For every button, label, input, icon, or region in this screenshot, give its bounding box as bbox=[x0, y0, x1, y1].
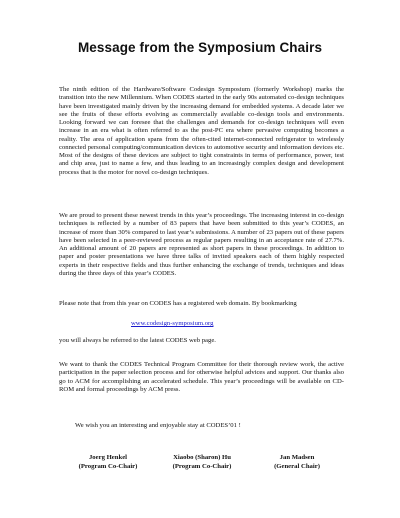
page-title: Message from the Symposium Chairs bbox=[77, 40, 323, 55]
paragraph-proceedings: We are proud to present these newest trends in this year’s proceedings. The increasing interest in co-design techniques is reflected by a number of 83 papers that have been submitted to this year’s CODES, an increase of more than 30% compared to last year’s submissions. A number of 23 papers out of these papers have been selected in a peer-reviewed process as regular papers resulting in an acceptance rate of 27.7%. An additional amount of 20 papers are represented as short papers in these proceedings. In addition to paper and poster presentations we have three talks of invited speakers each of them highly respected experts in their respective fields and thus further enhancing the exchange of trends, techniques and ideas during the three days of this year’s CODES. bbox=[59, 212, 344, 277]
signature-program-co-chair-2 bbox=[152, 453, 252, 471]
signature-role: (Program Co-Chair) bbox=[172, 463, 232, 470]
paragraph-thanks: We want to thank the CODES Technical Program Committee for their thorough review work, the active participation in the paper selection process and for otherwise helpful advices and support. Our thanks also go to ACM for accomplishing an accelerated schedule. This year’s proceedings will be available on CD-ROM and formal proceedings by ACM press. bbox=[59, 361, 344, 393]
website-link[interactable]: www.codesign-symposium.org bbox=[131, 320, 214, 327]
signature-name: Xiaobo (Sharon) Hu bbox=[173, 454, 231, 461]
signature-program-co-chair-1 bbox=[58, 453, 158, 471]
signature-name: Joerg Henkel bbox=[88, 454, 128, 461]
signature-name: Jan Madsen bbox=[279, 454, 315, 461]
signature-general-chair bbox=[247, 453, 347, 471]
paragraph-intro: The ninth edition of the Hardware/Software Codesign Symposium (formerly Workshop) marks the transition into the new Millennium. When CODES started in the early 90s automated co-design techniques have been investigated mainly driven by the increasing demand for embedded systems. A decade later we see the fruits of these efforts evolving as commercially available co-design tools and environments. Looking forward we can foresee that the challenges and demands for co-design techniques will even increase in an era what is often referred to as the post-PC era where pervasive computing becomes a reality. The area of application spans from the often-cited internet-connected refrigerator to wirelessly connected personal computing/communication devices to automotive security and information devices etc. Most of the designs of these devices are subject to tight constraints in terms of performance, power, test and chip area, just to name a few, and thus leading to an increasingly complex design and development process that is the motor for novel co-design techniques. bbox=[59, 86, 344, 176]
signature-role: (General Chair) bbox=[274, 463, 320, 470]
signature-role: (Program Co-Chair) bbox=[78, 463, 138, 470]
paragraph-domain-note: Please note that from this year on CODES has a registered web domain. By bookmarking bbox=[59, 300, 297, 307]
paragraph-web-page: you will always be referred to the latest CODES web page. bbox=[59, 337, 216, 344]
paragraph-closing: We wish you an interesting and enjoyable stay at CODES’01 ! bbox=[75, 422, 241, 429]
